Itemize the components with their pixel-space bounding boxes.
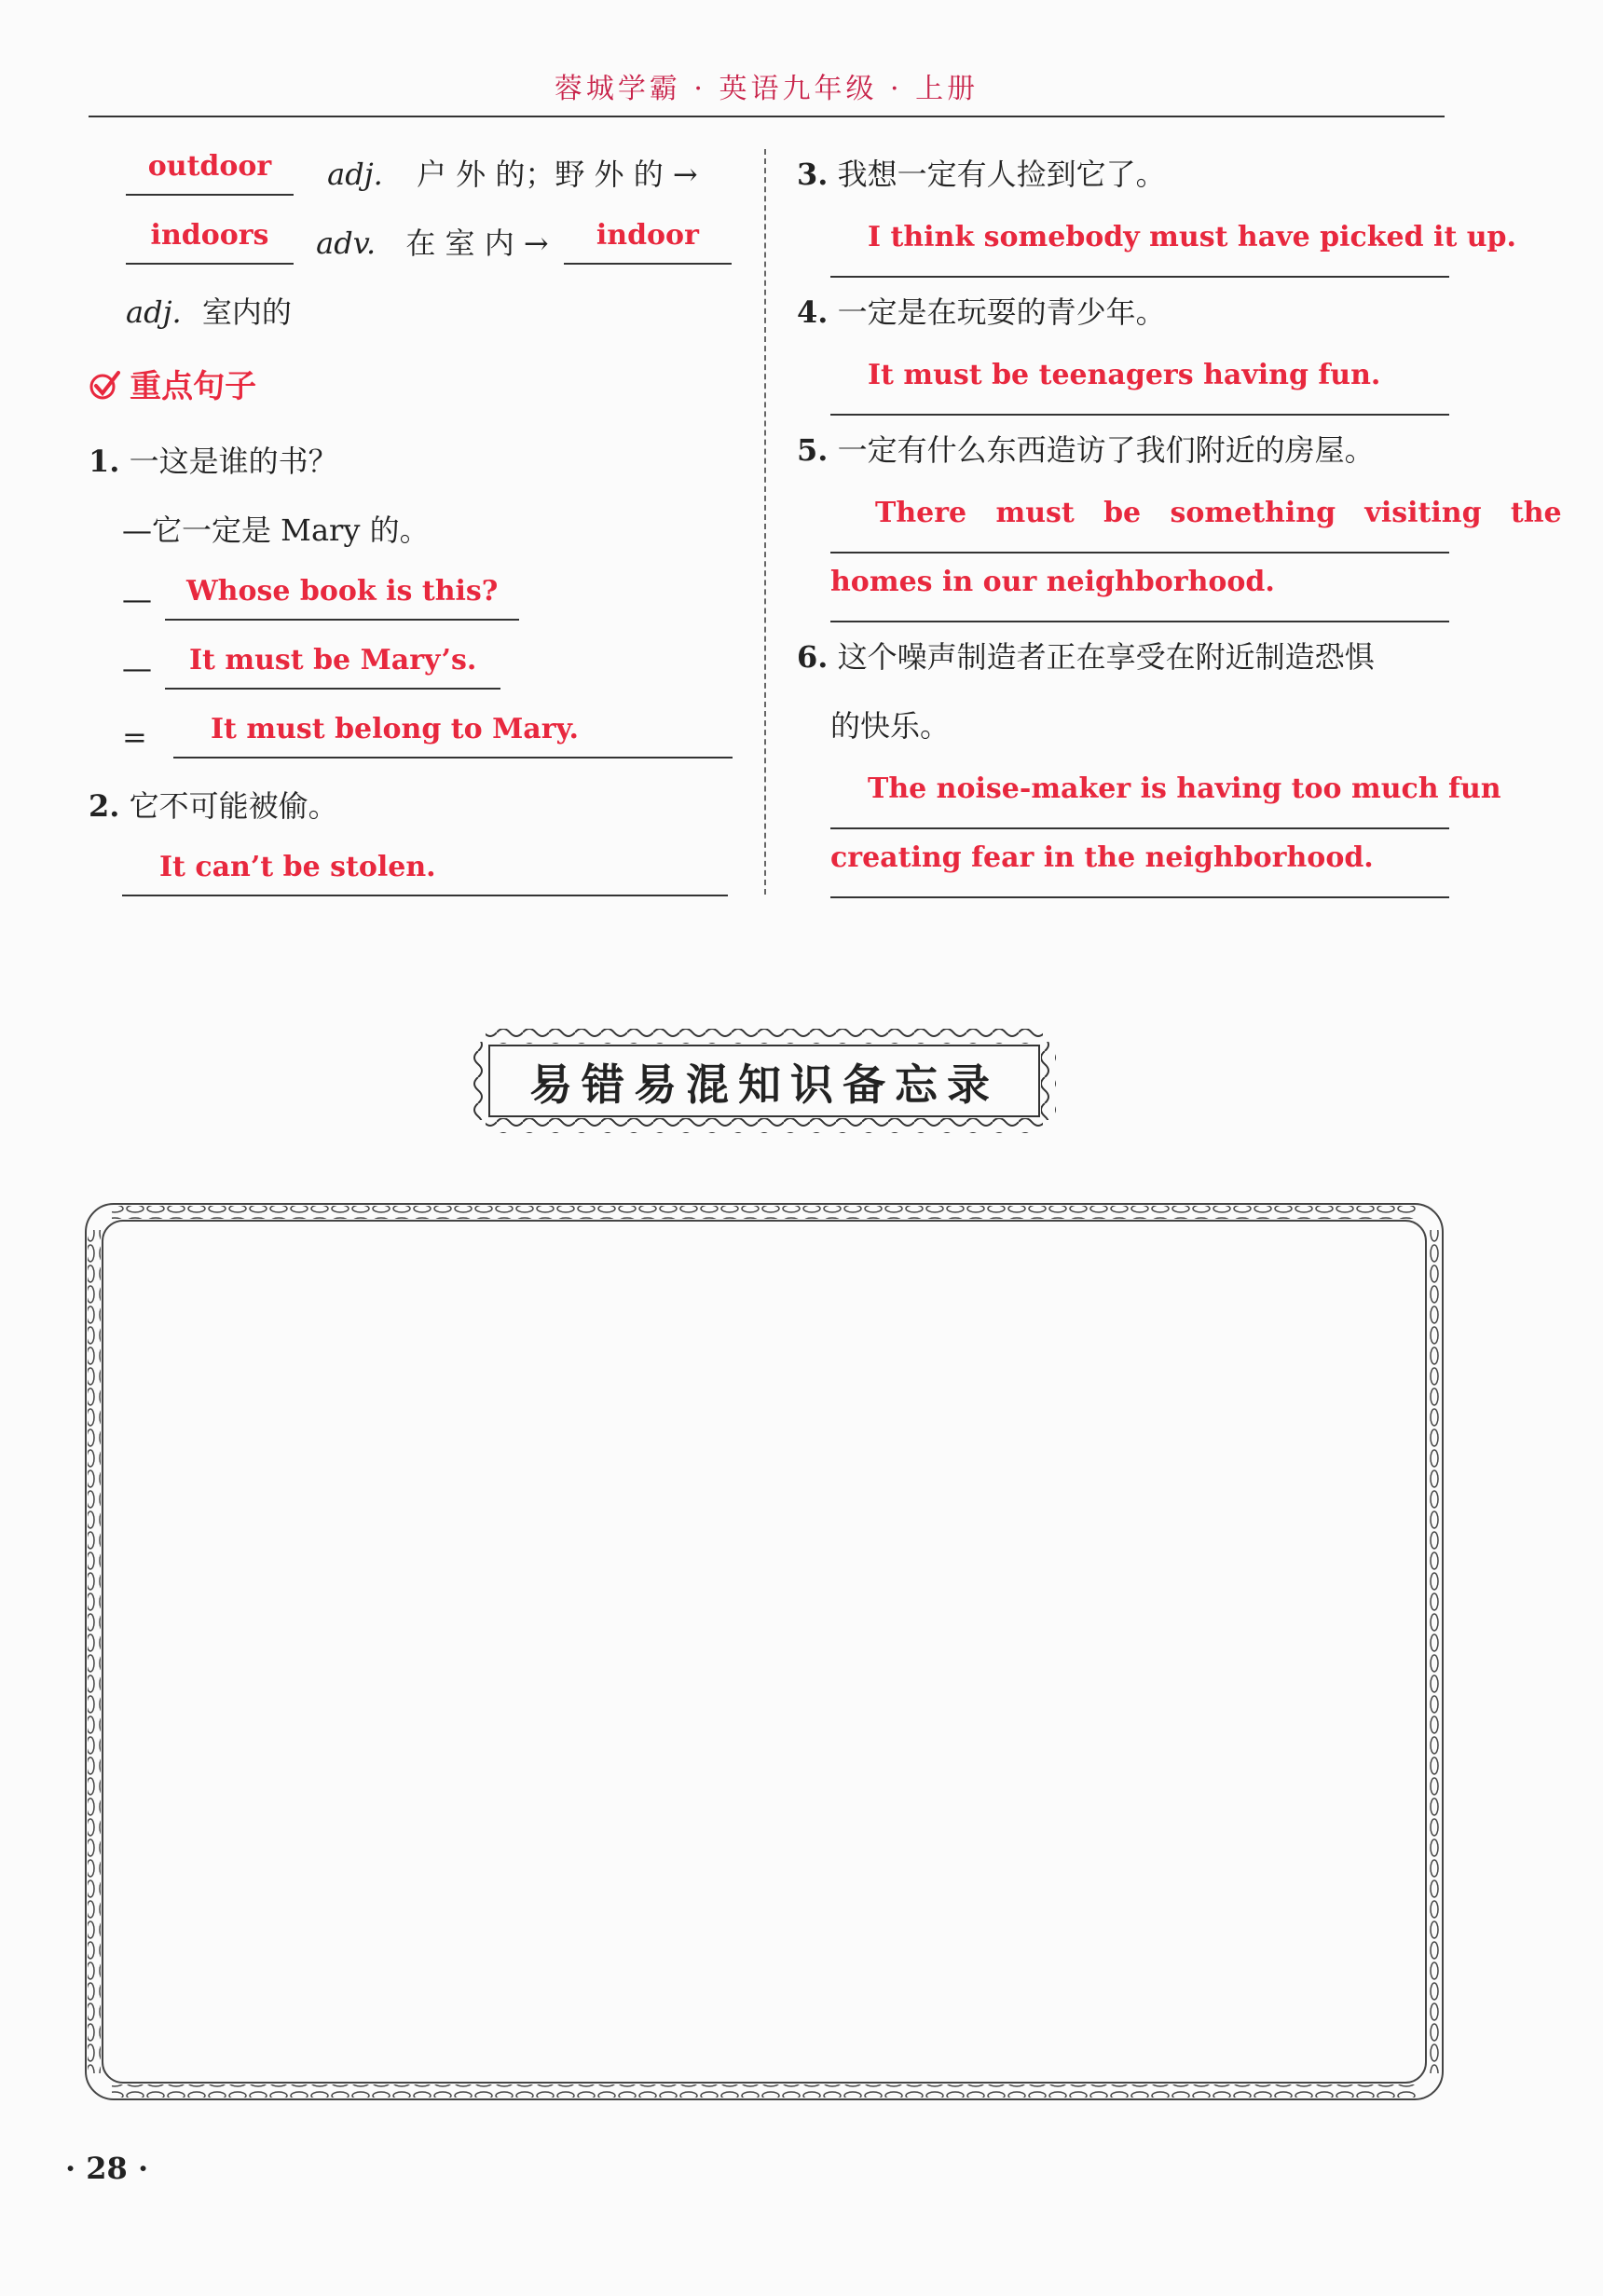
item-prompt: 我想一定有人捡到它了。 [837,157,1166,192]
part-of-speech: adj. [126,294,182,330]
answer-text: creating fear in the neighborhood. [830,841,1374,874]
item-prompt: 它不可能被偷。 [129,788,338,824]
answer-text: The noise-maker is having too much fun [868,772,1501,805]
item-2-answer [89,840,741,909]
item-number: 5. [797,432,829,468]
check-icon [89,369,120,401]
vocab-blank [126,209,294,265]
item-3-prompt [797,140,1449,209]
page-number: · 28 · [65,2151,149,2186]
item-6-prompt-2 [797,691,1449,760]
answer-text: I think somebody must have picked it up. [868,221,1516,253]
vocab-row-2 [89,209,741,278]
equals-prefix: = [122,719,147,755]
answer-line [830,485,1562,554]
item-number: 1. [89,444,120,479]
item-1-prompt [89,427,741,496]
item-prompt: 这个噪声制造者正在享受在附近制造恐惧 [837,639,1375,675]
vocab-meaning: 户 外 的；野 外 的 → [417,157,698,192]
answer-blank [165,565,519,621]
vocab-answer: indoor [596,219,699,252]
answer-line [830,760,1501,829]
answer-line [830,209,1516,278]
memo-box [84,1202,1445,2101]
answer-text: There must be something visiting the [875,497,1562,529]
vocab-row-1 [89,140,741,209]
item-1-answer-3 [89,703,741,772]
dash-prefix: — [122,581,152,617]
item-4-prompt [797,278,1449,347]
answer-text: It must be Mary’s. [188,644,477,676]
item-prompt: 一定有什么东西造访了我们附近的房屋。 [837,432,1375,468]
left-column [89,140,741,909]
answer-line [830,829,1449,898]
vocab-answer: indoors [150,219,269,252]
section-title: 重点句子 [130,368,257,405]
answer-text: homes in our neighborhood. [830,566,1275,598]
answer-text: It can’t be stolen. [159,851,436,883]
memo-title: 易错易混知识备忘录 [529,1059,999,1110]
vocab-blank [126,140,294,196]
running-header: 蓉城学霸 · 英语九年级 · 上册 [554,73,980,105]
vocab-answer: outdoor [147,150,272,183]
item-1-answer-1 [89,565,741,634]
right-column [797,140,1562,898]
vocab-row-3 [89,278,741,347]
answer-text: It must belong to Mary. [210,713,579,745]
answer-line [830,347,1449,416]
item-5-prompt [797,416,1449,485]
dash-prefix: — [122,650,152,686]
chain-border-icon [84,1202,1445,2101]
item-2-prompt [89,772,741,840]
column-divider [764,149,766,895]
answer-text: It must be teenagers having fun. [868,359,1381,391]
item-number: 3. [797,157,829,192]
item-number: 4. [797,294,829,330]
item-number: 2. [89,788,120,824]
part-of-speech: adv. [316,226,377,261]
item-6-prompt [797,622,1449,691]
item-1-prompt-2 [89,496,741,565]
vocab-blank [564,209,732,265]
item-prompt: 一定是在玩耍的青少年。 [837,294,1166,330]
memo-title-banner [471,1025,1058,1137]
item-number: 6. [797,639,829,675]
answer-blank [122,840,728,896]
header-rule [89,116,1445,117]
answer-blank [165,634,500,690]
answer-blank [173,703,733,758]
item-prompt: —它一定是 Mary 的。 [122,512,430,548]
section-heading [89,352,741,421]
answer-line [830,554,1449,622]
part-of-speech: adj. [327,157,383,192]
item-1-answer-2 [89,634,741,703]
vocab-meaning: 在 室 内 → [405,226,549,261]
item-prompt: 的快乐。 [830,708,951,744]
vocab-meaning: 室内的 [201,294,292,330]
item-prompt: 一这是谁的书？ [129,444,338,479]
answer-text: Whose book is this? [185,575,499,608]
